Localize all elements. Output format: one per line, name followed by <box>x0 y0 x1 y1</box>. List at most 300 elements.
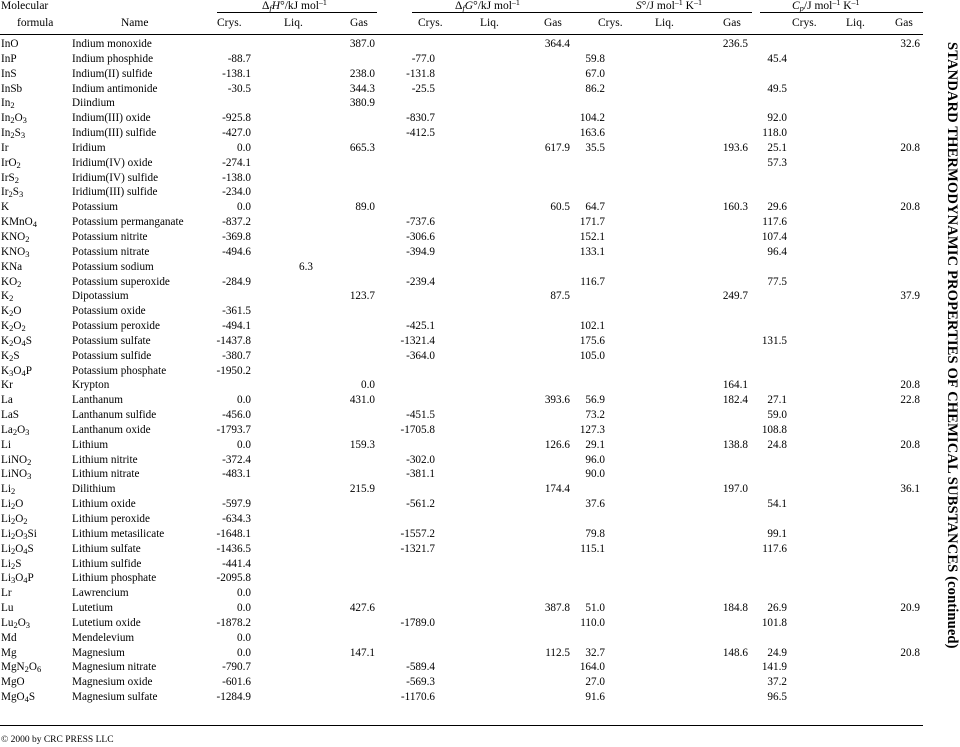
group-rule-s <box>572 12 752 13</box>
value-cell: -1789.0 <box>400 616 435 629</box>
value-cell: 160.3 <box>722 201 748 214</box>
table-row <box>0 37 930 52</box>
value-cell: 0.0 <box>237 394 251 407</box>
value-cell: -1950.2 <box>216 364 251 377</box>
formula-cell: MgO$_4$S <box>1 691 36 705</box>
formula-cell: $K_2O_4S$ <box>1 334 32 348</box>
name-cell: Indium(III) oxide <box>72 112 151 125</box>
header-formula-top: Molecular <box>1 0 49 12</box>
value-cell: -25.5 <box>411 82 435 95</box>
value-cell: -30.5 <box>227 82 251 95</box>
group-rule-dfh <box>217 12 377 13</box>
table-row <box>0 438 930 453</box>
value-cell: 236.5 <box>722 38 748 50</box>
value-cell: -601.6 <box>222 676 251 689</box>
value-cell: 0.0 <box>237 646 251 659</box>
name-cell: Potassium sulfate <box>72 334 151 347</box>
header-phase: Gas <box>723 17 741 29</box>
value-cell: 24.9 <box>767 646 787 659</box>
formula-cell: KNa <box>1 260 23 273</box>
name-cell: Iridium(IV) oxide <box>72 156 153 169</box>
formula-cell: $KO_2$ <box>1 275 22 289</box>
name-cell: Lutetium <box>72 602 114 615</box>
value-cell: -737.6 <box>406 216 435 229</box>
name-cell: Potassium peroxide <box>72 320 160 333</box>
name-cell: Magnesium sulfate <box>72 691 158 704</box>
value-cell: 59.8 <box>585 52 605 65</box>
name-cell: Lithium sulfate <box>72 542 141 555</box>
header-phase: Gas <box>544 17 562 29</box>
formula-cell: $Li_2S$ <box>1 557 22 571</box>
value-cell: 96.0 <box>585 453 605 466</box>
value-cell: 32.7 <box>585 646 605 659</box>
table-row <box>0 571 930 586</box>
value-cell: -1793.7 <box>216 423 251 436</box>
formula-cell: Md <box>1 631 17 644</box>
table-row <box>0 334 930 349</box>
table-row <box>0 482 930 497</box>
value-cell: 115.1 <box>580 542 605 555</box>
formula-cell: Lu <box>1 602 14 615</box>
value-cell: -138.1 <box>222 67 251 80</box>
value-cell: 22.8 <box>900 394 920 407</box>
formula-cell: $Ir_2S_3$ <box>1 186 24 200</box>
name-cell: Potassium permanganate <box>72 216 184 229</box>
formula-cell: Lr <box>1 587 12 600</box>
value-cell: 35.5 <box>585 141 605 154</box>
value-cell: 123.7 <box>349 290 375 303</box>
formula-cell: Kr <box>1 379 13 392</box>
value-cell: -597.9 <box>222 498 251 511</box>
value-cell: -925.8 <box>222 112 251 125</box>
value-cell: -412.5 <box>406 127 435 140</box>
table-row <box>0 453 930 468</box>
value-cell: 29.1 <box>585 438 605 451</box>
value-cell: 20.8 <box>900 201 920 214</box>
name-cell: Lanthanum oxide <box>72 423 151 436</box>
value-cell: -1170.6 <box>400 691 435 704</box>
name-cell: Indium antimonide <box>72 82 158 95</box>
value-cell: 102.1 <box>579 320 605 333</box>
value-cell: 91.6 <box>585 691 605 704</box>
value-cell: 665.3 <box>349 141 375 154</box>
name-cell: Magnesium <box>72 646 125 659</box>
formula-cell: $K_2$ <box>1 290 14 304</box>
header-name: Name <box>121 17 149 29</box>
group-rule-cp <box>760 12 923 13</box>
value-cell: 89.0 <box>355 201 375 214</box>
value-cell: 141.9 <box>761 661 787 674</box>
value-cell: 117.6 <box>762 216 787 229</box>
value-cell: -274.1 <box>222 156 251 169</box>
formula-cell: $K_2S$ <box>1 349 20 363</box>
value-cell: 56.9 <box>585 394 605 407</box>
formula-cell: Li <box>1 438 11 451</box>
name-cell: Lithium sulfide <box>72 557 142 570</box>
value-cell: 45.4 <box>767 52 787 65</box>
value-cell: 159.3 <box>349 438 375 451</box>
value-cell: -483.1 <box>222 468 251 481</box>
formula-cell: $K_2O_2$ <box>1 320 26 334</box>
formula-cell: $In_2$ <box>1 97 15 111</box>
value-cell: 431.0 <box>349 394 375 407</box>
value-cell: 249.7 <box>722 290 748 303</box>
value-cell: 27.1 <box>767 394 787 407</box>
table-row <box>0 260 930 275</box>
value-cell: 96.5 <box>767 691 787 704</box>
value-cell: 67.0 <box>585 67 605 80</box>
table-row <box>0 82 930 97</box>
value-cell: 131.5 <box>761 334 787 347</box>
table-row <box>0 542 930 557</box>
formula-cell: $In_2O_3$ <box>1 112 27 126</box>
formula-cell: $K_2O$ <box>1 305 22 319</box>
formula-cell: InS <box>1 67 17 80</box>
value-cell: 380.9 <box>349 97 375 110</box>
table-row <box>0 423 930 438</box>
value-cell: 0.0 <box>237 141 251 154</box>
name-cell: Indium(II) sulfide <box>72 67 153 80</box>
formula-cell: KMnO$_4$ <box>1 216 37 230</box>
value-cell: 105.0 <box>579 349 605 362</box>
value-cell: -372.4 <box>222 453 251 466</box>
value-cell: -1321.4 <box>400 334 435 347</box>
header-group-s: S°/J mol$^{-1}$ $K^{-1}$ <box>636 0 702 12</box>
value-cell: 117.6 <box>762 542 787 555</box>
value-cell: 20.8 <box>900 141 920 154</box>
side-title-container <box>943 42 960 657</box>
name-cell: Lithium nitrite <box>72 453 138 466</box>
table-row <box>0 304 930 319</box>
formula-cell: $Li_2O_2$ <box>1 513 28 526</box>
formula-cell: La <box>1 394 13 407</box>
formula-cell: K <box>1 201 10 214</box>
value-cell: 20.9 <box>900 602 920 615</box>
value-cell: -380.7 <box>222 349 251 362</box>
table-row <box>0 512 930 527</box>
value-cell: -830.7 <box>406 112 435 125</box>
table-row <box>0 156 930 171</box>
name-cell: Lithium nitrate <box>72 468 140 481</box>
table-row <box>0 467 930 482</box>
formula-cell: $K_3O_4P$ <box>1 364 32 378</box>
formula-cell: Mg <box>1 646 17 659</box>
header-phase: Crys. <box>598 17 623 29</box>
value-cell: -425.1 <box>406 320 435 333</box>
value-cell: -441.4 <box>222 557 251 570</box>
footer-rule <box>0 725 923 726</box>
header-phase: Gas <box>350 17 368 29</box>
value-cell: 0.0 <box>237 602 251 615</box>
value-cell: 26.9 <box>767 602 787 615</box>
name-cell: Iridium(IV) sulfide <box>72 171 159 184</box>
value-cell: -456.0 <box>222 409 251 422</box>
value-cell: -364.0 <box>406 349 435 362</box>
value-cell: -1878.2 <box>216 616 251 629</box>
name-cell: Krypton <box>72 379 110 392</box>
value-cell: 27.0 <box>585 676 605 689</box>
value-cell: 37.2 <box>767 676 787 689</box>
name-cell: Potassium phosphate <box>72 364 167 377</box>
name-cell: Diindium <box>72 97 115 110</box>
table-row <box>0 230 930 245</box>
name-cell: Potassium sodium <box>72 260 154 273</box>
value-cell: 25.1 <box>767 141 787 154</box>
table-row <box>0 660 930 675</box>
value-cell: -451.5 <box>406 409 435 422</box>
table-row <box>0 67 930 82</box>
value-cell: 0.0 <box>361 379 375 392</box>
name-cell: Potassium sulfide <box>72 349 152 362</box>
footer-copyright: © 2000 by CRC PRESS LLC <box>1 735 114 745</box>
value-cell: 104.2 <box>579 112 605 125</box>
formula-cell: $MgN_2O_6$ <box>1 661 42 675</box>
formula-cell: $Li_2$ <box>1 483 16 497</box>
formula-cell: $La_2O_3$ <box>1 423 30 437</box>
value-cell: 344.3 <box>349 82 375 95</box>
table-row <box>0 393 930 408</box>
name-cell: Potassium nitrate <box>72 245 150 258</box>
formula-cell: $KNO_2$ <box>1 230 30 244</box>
value-cell: -1705.8 <box>400 423 435 436</box>
header-phase: Crys. <box>792 17 817 29</box>
value-cell: 20.8 <box>900 438 920 451</box>
table-row <box>0 141 930 156</box>
value-cell: 87.5 <box>550 290 570 303</box>
header-phase: Crys. <box>217 17 242 29</box>
value-cell: 110.0 <box>580 616 605 629</box>
header-phase: Liq. <box>284 17 303 29</box>
table-row <box>0 275 930 290</box>
header-group-dfh: $\Delta_fH^\circ/kJ$ mol$^{-1}$ <box>262 0 327 13</box>
value-cell: 427.6 <box>349 602 375 615</box>
formula-cell: $In_2S_3$ <box>1 127 26 141</box>
formula-cell: LiNO$_3$ <box>1 468 32 482</box>
table-row <box>0 245 930 260</box>
value-cell: -381.1 <box>406 468 435 481</box>
name-cell: Indium monoxide <box>72 38 152 50</box>
value-cell: -302.0 <box>406 453 435 466</box>
value-cell: 112.5 <box>545 646 570 659</box>
formula-cell: $Li_2O_4S$ <box>1 542 34 556</box>
table-row <box>0 601 930 616</box>
value-cell: -837.2 <box>222 216 251 229</box>
value-cell: 20.8 <box>900 646 920 659</box>
value-cell: 182.4 <box>722 394 748 407</box>
value-cell: 96.4 <box>767 245 787 258</box>
value-cell: -1437.8 <box>216 334 251 347</box>
table-row <box>0 586 930 601</box>
name-cell: Indium(III) sulfide <box>72 127 157 140</box>
value-cell: 77.5 <box>767 275 787 288</box>
table-row <box>0 616 930 631</box>
value-cell: 238.0 <box>349 67 375 80</box>
formula-cell: $Li_3O_4P$ <box>1 572 34 586</box>
table-row <box>0 52 930 67</box>
header-group-dfg: $\Delta_fG^\circ/kJ$ mol$^{-1}$ <box>455 0 520 13</box>
value-cell: -494.1 <box>222 320 251 333</box>
table-row <box>0 408 930 423</box>
value-cell: 24.8 <box>767 438 787 451</box>
value-cell: -239.4 <box>406 275 435 288</box>
formula-cell: $Lu_2O_3$ <box>1 616 31 630</box>
value-cell: 126.6 <box>544 438 570 451</box>
value-cell: 152.1 <box>579 230 605 243</box>
value-cell: -306.6 <box>406 230 435 243</box>
value-cell: -1436.5 <box>216 542 251 555</box>
name-cell: Potassium oxide <box>72 305 146 318</box>
value-cell: 99.1 <box>767 527 787 540</box>
formula-cell: $KNO_3$ <box>1 245 30 259</box>
name-cell: Lithium <box>72 438 109 451</box>
table-row <box>0 497 930 512</box>
formula-cell: IrO$_2$ <box>1 156 21 170</box>
table-row <box>0 690 930 705</box>
name-cell: Iridium(III) sulfide <box>72 186 158 199</box>
table-row <box>0 527 930 542</box>
value-cell: 59.0 <box>767 409 787 422</box>
formula-cell: $Li_2O$ <box>1 498 24 512</box>
value-cell: 215.9 <box>349 483 375 496</box>
name-cell: Lithium phosphate <box>72 572 157 585</box>
formula-cell: IrS$_2$ <box>1 171 19 185</box>
table-row <box>0 96 930 111</box>
value-cell: 79.8 <box>585 527 605 540</box>
table-row <box>0 111 930 126</box>
value-cell: -361.5 <box>222 305 251 318</box>
name-cell: Indium phosphide <box>72 52 154 65</box>
value-cell: 29.6 <box>767 201 787 214</box>
value-cell: 138.8 <box>722 438 748 451</box>
value-cell: 133.1 <box>579 245 605 258</box>
header-group-cp: $C_p/J$ mol$^{-1}$ $K^{-1}$ <box>792 0 860 13</box>
table-row <box>0 631 930 646</box>
value-cell: -2095.8 <box>216 572 251 585</box>
value-cell: 118.0 <box>762 127 787 140</box>
formula-cell: InO <box>1 38 19 50</box>
value-cell: 175.6 <box>579 334 605 347</box>
value-cell: 54.1 <box>767 498 787 511</box>
header-formula-bottom: formula <box>17 17 54 29</box>
value-cell: 393.6 <box>544 394 570 407</box>
table-row <box>0 215 930 230</box>
value-cell: 49.5 <box>767 82 787 95</box>
value-cell: 92.0 <box>767 112 787 125</box>
value-cell: 32.6 <box>900 38 920 50</box>
formula-cell: InP <box>1 52 17 65</box>
name-cell: Dipotassium <box>72 290 129 303</box>
name-cell: Lithium peroxide <box>72 513 150 525</box>
value-cell: -234.0 <box>222 186 251 199</box>
value-cell: 193.6 <box>722 141 748 154</box>
value-cell: 73.2 <box>585 409 605 422</box>
value-cell: 0.0 <box>237 438 251 451</box>
value-cell: 387.8 <box>544 602 570 615</box>
table-row <box>0 646 930 661</box>
value-cell: 37.6 <box>585 498 605 511</box>
value-cell: -88.7 <box>227 52 251 65</box>
value-cell: 101.8 <box>761 616 787 629</box>
header-rule <box>0 34 923 35</box>
name-cell: Iridium <box>72 141 106 154</box>
value-cell: -634.3 <box>222 513 251 525</box>
name-cell: Magnesium oxide <box>72 676 153 689</box>
value-cell: 51.0 <box>585 602 605 615</box>
value-cell: 6.3 <box>299 260 313 273</box>
value-cell: 184.8 <box>722 602 748 615</box>
value-cell: 60.5 <box>550 201 570 214</box>
value-cell: -369.8 <box>222 230 251 243</box>
value-cell: 127.3 <box>579 423 605 436</box>
table-row <box>0 185 930 200</box>
value-cell: 164.1 <box>722 379 748 392</box>
value-cell: 37.9 <box>900 290 920 303</box>
table-row <box>0 675 930 690</box>
value-cell: -394.9 <box>406 245 435 258</box>
value-cell: 64.7 <box>585 201 605 214</box>
header-phase: Gas <box>895 17 913 29</box>
value-cell: 0.0 <box>237 201 251 214</box>
table-row <box>0 200 930 215</box>
value-cell: -131.8 <box>406 67 435 80</box>
table-row <box>0 319 930 334</box>
value-cell: -138.0 <box>222 171 251 184</box>
table-row <box>0 364 930 379</box>
value-cell: 36.1 <box>900 483 920 496</box>
group-rule-dfg <box>412 12 572 13</box>
formula-cell: $Li_2O_3Si$ <box>1 527 37 541</box>
value-cell: -1557.2 <box>400 527 435 540</box>
value-cell: 197.0 <box>722 483 748 496</box>
value-cell: 108.8 <box>761 423 787 436</box>
value-cell: -589.4 <box>406 661 435 674</box>
formula-cell: InSb <box>1 82 23 95</box>
name-cell: Dilithium <box>72 483 116 496</box>
value-cell: 171.7 <box>579 216 605 229</box>
value-cell: 116.7 <box>580 275 605 288</box>
value-cell: 617.9 <box>544 141 570 154</box>
value-cell: 164.0 <box>579 661 605 674</box>
value-cell: 107.4 <box>761 230 787 243</box>
value-cell: -494.6 <box>222 245 251 258</box>
value-cell: 0.0 <box>237 587 251 600</box>
table-row <box>0 378 930 393</box>
value-cell: -1321.7 <box>400 542 435 555</box>
table-row <box>0 289 930 304</box>
formula-cell: Ir <box>1 141 9 154</box>
value-cell: -561.2 <box>406 498 435 511</box>
value-cell: 0.0 <box>237 631 251 644</box>
formula-cell: LiNO$_2$ <box>1 453 32 467</box>
value-cell: 147.1 <box>349 646 375 659</box>
value-cell: -1648.1 <box>216 527 251 540</box>
header-phase: Liq. <box>655 17 674 29</box>
value-cell: 163.6 <box>579 127 605 140</box>
value-cell: 387.0 <box>349 38 375 50</box>
value-cell: 57.3 <box>767 156 787 169</box>
header-phase: Liq. <box>846 17 865 29</box>
formula-cell: MgO <box>1 676 25 689</box>
name-cell: Lithium metasilicate <box>72 527 165 540</box>
name-cell: Lanthanum <box>72 394 123 407</box>
value-cell: -790.7 <box>222 661 251 674</box>
header-phase: Crys. <box>418 17 443 29</box>
name-cell: Mendelevium <box>72 631 135 644</box>
table-row <box>0 126 930 141</box>
name-cell: Lawrencium <box>72 587 129 600</box>
name-cell: Potassium <box>72 201 119 214</box>
name-cell: Lithium oxide <box>72 498 136 511</box>
